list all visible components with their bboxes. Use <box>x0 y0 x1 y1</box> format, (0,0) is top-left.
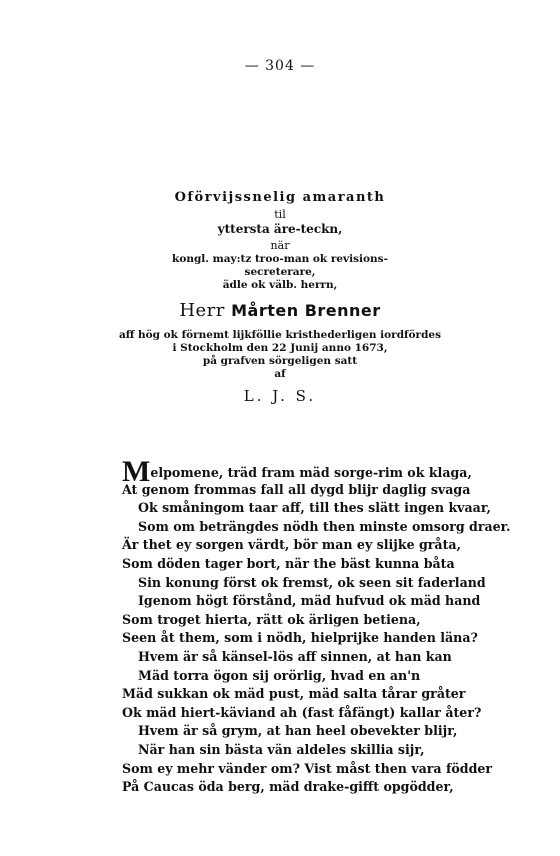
poem-line: På Caucas öda berg, mäd drake-gifft opgödder, <box>122 779 454 795</box>
poem-line: Som döden tager bort, när the bäst kunna båta <box>122 555 455 571</box>
title-line: yttersta äre-teckn, <box>217 222 343 236</box>
title-line: ädle ok välb. herrn, <box>222 279 338 291</box>
title-line: kongl. may:tz troo-man ok revisions- <box>172 252 388 265</box>
poem-line <box>122 455 522 488</box>
title-line: af <box>274 368 286 380</box>
poem-line: Mäd sukkan ok mäd pust, mäd salta tårar gråter <box>122 686 466 702</box>
poem-line: Som troget hierta, rätt ok ärligen betiena, <box>122 611 421 627</box>
honoree-name <box>0 300 560 323</box>
author-signature: L. J. S. <box>243 387 317 406</box>
title-line: i Stockholm den 22 Junij anno 1673, <box>172 341 388 354</box>
name-prefix: Herr <box>179 300 225 322</box>
poem-line: At genom frommas fall all dygd blijr daglig svaga <box>122 481 471 497</box>
title-line: secreterare, <box>244 265 316 278</box>
poem-line: Seen åt them, som i nödh, hielprijke handen läna? <box>122 630 478 646</box>
poem-line: Som ey mehr vänder om? Vist måst then vara födder <box>122 760 493 776</box>
poem-line: Sin konung först ok fremst, ok seen sit faderland <box>138 574 486 590</box>
title-block <box>0 190 560 406</box>
poem-line: Som om beträngdes nödh then minste omsorg draer. <box>138 518 511 534</box>
poem-line: Hvem är så grym, at han heel obevekter blijr, <box>138 723 458 739</box>
poem-line: Hvem är så känsel-lös aff sinnen, at han kan <box>138 648 452 664</box>
poem-line: Är thet ey sorgen värdt, bör man ey slijke gråta, <box>122 537 461 553</box>
poem-body <box>122 455 522 797</box>
poem-line: När han sin bästa vän aldeles skillia sijr, <box>138 741 425 757</box>
drop-cap: M <box>122 455 151 488</box>
poem-line: Mäd torra ögon sij orörlig, hvad en an'n <box>138 667 421 683</box>
title-line: Oförvijssnelig amaranth <box>174 190 386 205</box>
poem-line-text: elpomene, träd fram mäd sorge-rim ok klaga, <box>150 465 472 480</box>
name: Mårten Brenner <box>231 301 381 321</box>
title-line: aff hög ok förnemt lijkföllie kristhederligen iordfördes <box>118 328 442 341</box>
poem-line: Ok småningom taar aff, till thes slätt ingen kvaar, <box>138 500 491 516</box>
title-line: när <box>270 239 290 252</box>
poem-line: Ok mäd hiert-käviand ah (fast fåfängt) kallar åter? <box>122 704 482 720</box>
page-number: — 304 — <box>244 58 316 74</box>
title-line: på grafven sörgeligen satt <box>202 354 358 367</box>
title-line: til <box>274 208 286 222</box>
poem-line: Igenom högt förstånd, mäd hufvud ok mäd hand <box>138 593 481 609</box>
